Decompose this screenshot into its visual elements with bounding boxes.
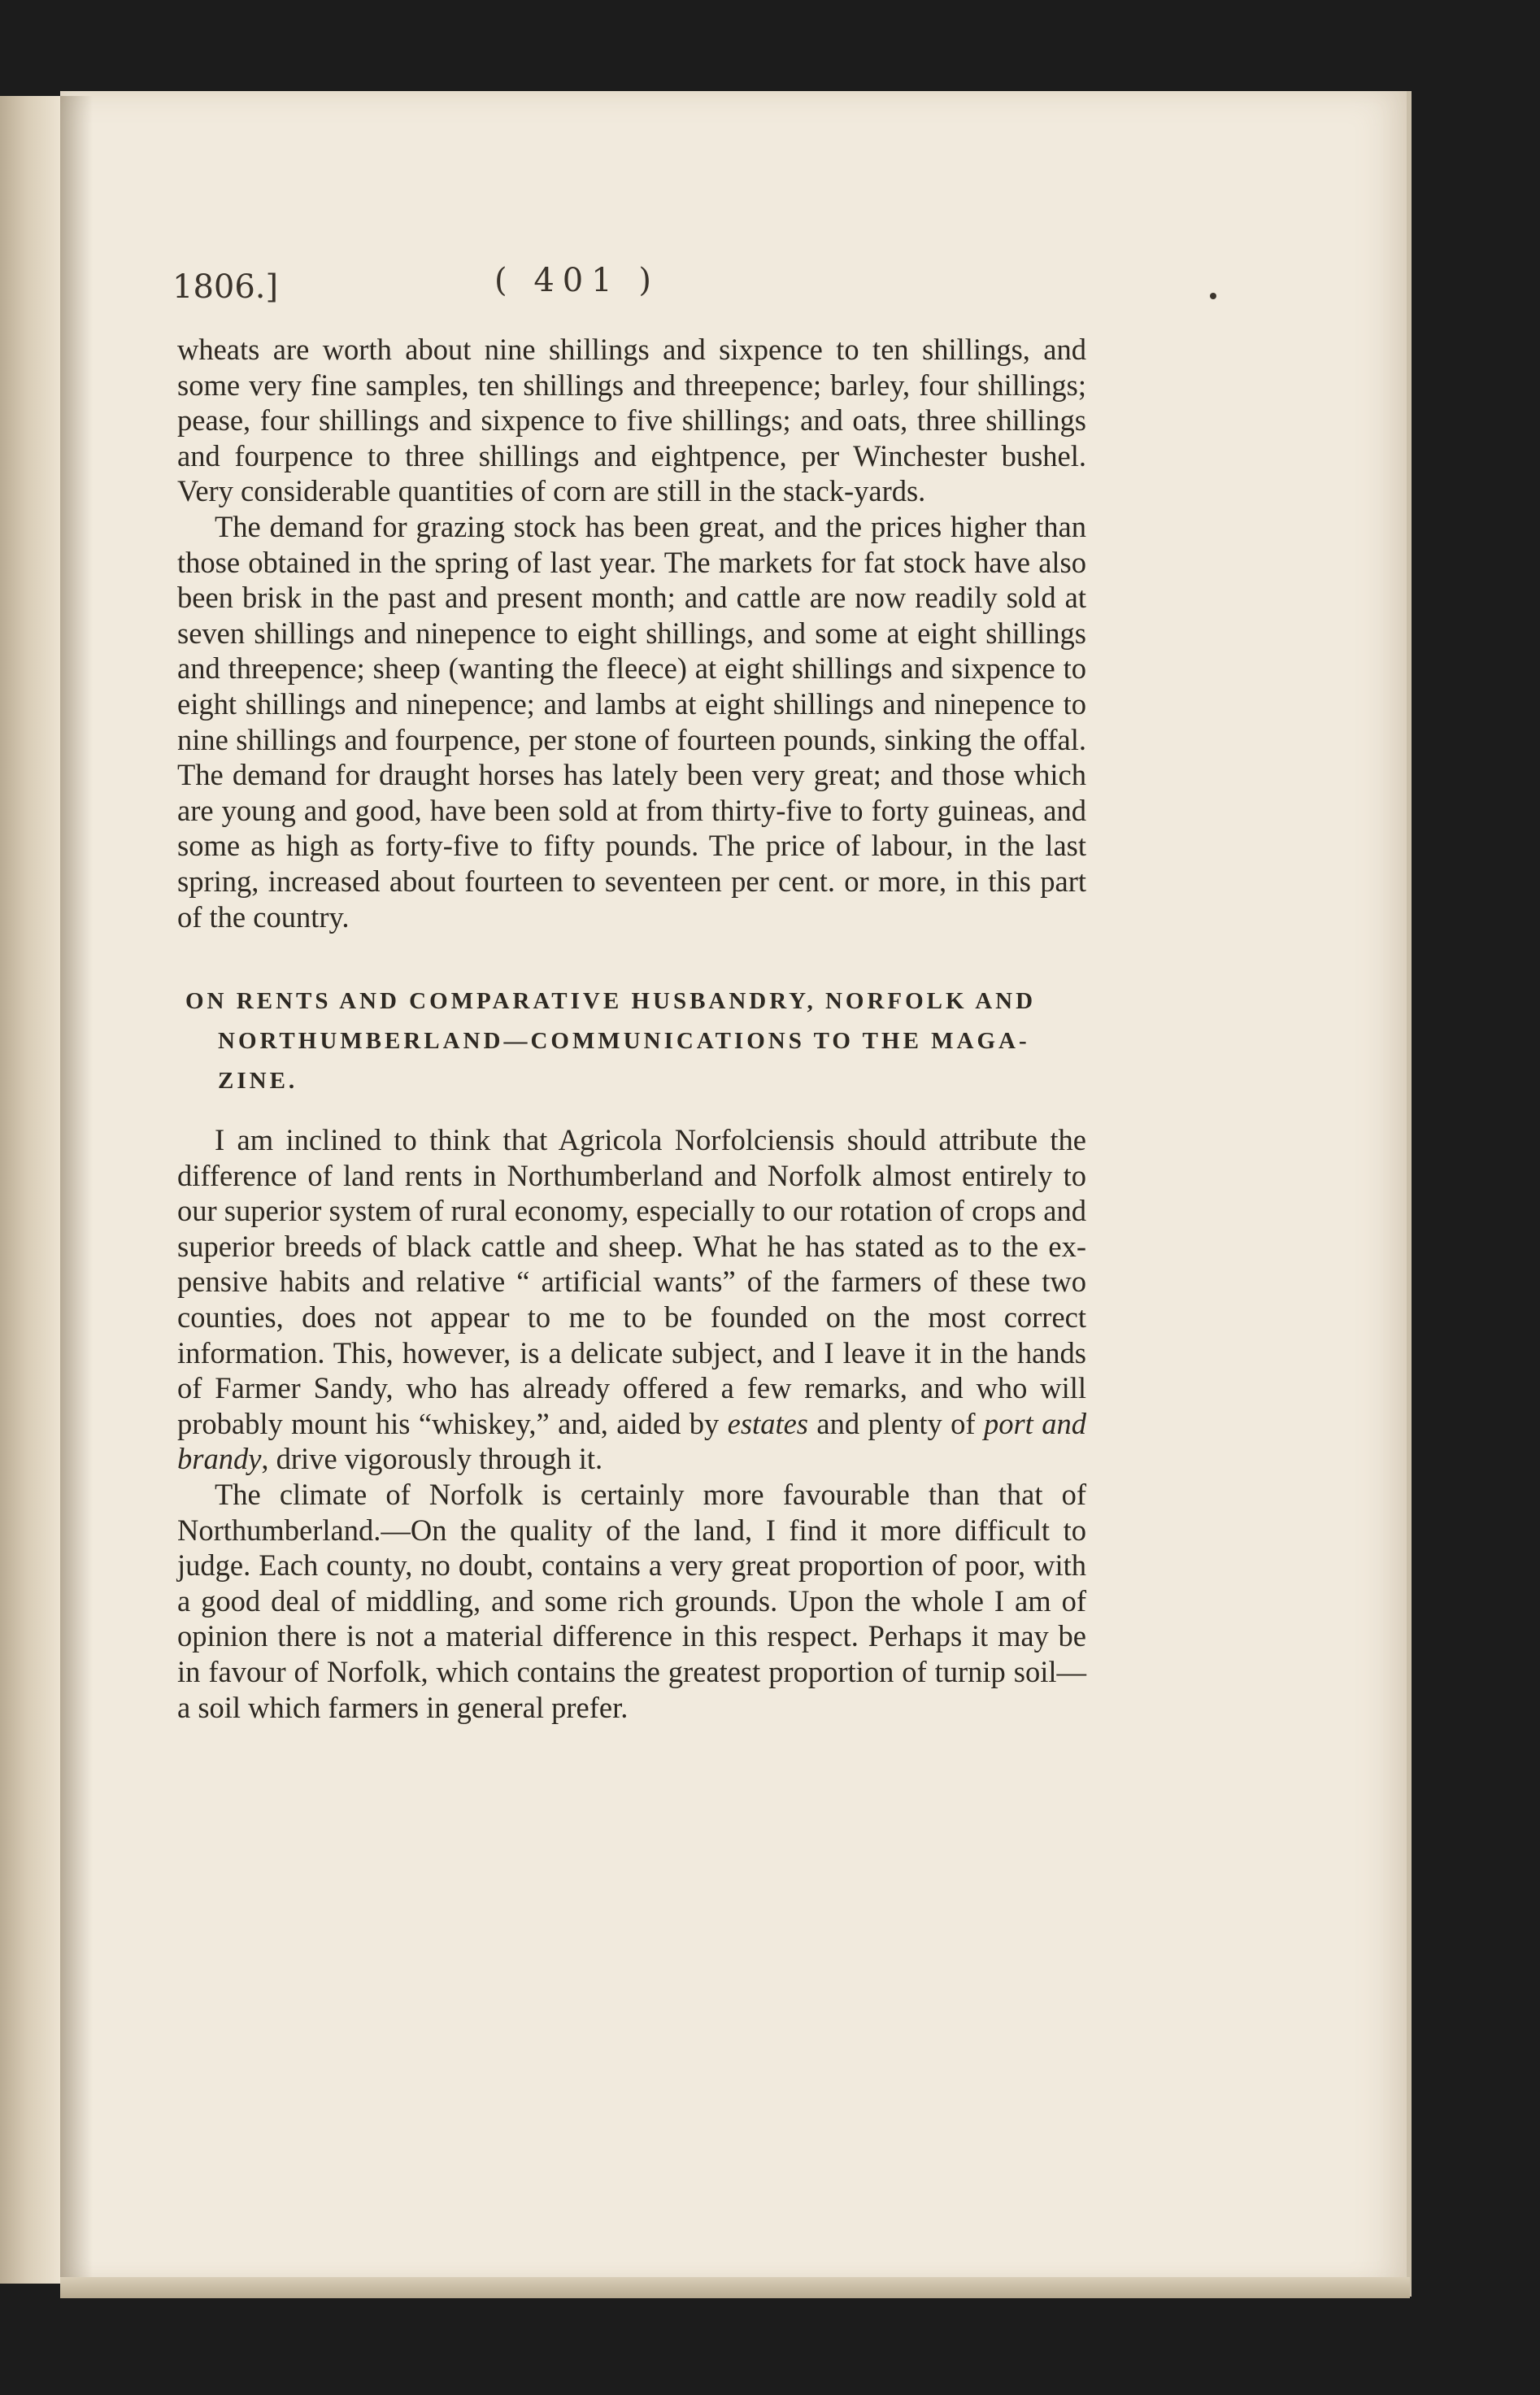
paragraph-land-rents-text-3: , drive vigorously through it. (261, 1442, 603, 1476)
gutter-shadow (60, 96, 93, 2284)
section-heading-line-2: NORTHUMBERLAND—COMMUNICATIONS TO THE MAGA- (218, 1028, 1030, 1055)
running-head-year: 1806.] (172, 268, 279, 306)
paragraph-grain-prices: wheats are worth about nine shillings and sixpence to ten shillings, and some very fine samples, ten shillings and threepence; barley, four shillings; pease, four shillings and sixpence to five shillings; and oats, three shillings and fourpence to three shillings and eightpence, per Winchester bushel. Very considerable quantities of corn are still in the stack-yards. (177, 333, 1086, 508)
italic-port-and-brandy: port and brandy (177, 1406, 1086, 1476)
paragraph-land-rents-text-2: and plenty of (808, 1406, 984, 1440)
paragraph-land-rents-text-1: I am inclined to think that Agricola Norfolciensis should attribute the difference of land rents in Northumberland and Norfolk almost entirely to our superior system of rural economy, especially to our rotation of crops and superior breeds of black cattle and sheep. What he has stated as to the expensive habits and relative “ artificial wants” of the farmers of these two counties, does not appear to me to be founded on the most correct information. This, however, is a delicate subject, and I leave it in the hands of Farmer Sandy, who has already offered a few remarks, and who will probably mount his “whiskey,” and, aided by (177, 1123, 1086, 1440)
page-bottom-edge (60, 2277, 1410, 2298)
left-page-edge (0, 96, 63, 2284)
body-text (177, 332, 1086, 1725)
section-heading-line-1: ON RENTS AND COMPARATIVE HUSBANDRY, NORFOLK AND (185, 988, 1037, 1015)
running-head (172, 262, 676, 311)
page-number: ( 401 ) (494, 262, 659, 299)
paragraph-climate: The climate of Norfolk is certainly more favourable than that of Northumberland.—On the quality of the land, I find it more difficult to judge. Each county, no doubt, contains a very great proportion of poor, with a good deal of middling, and some rich grounds. Upon the whole I am of opinion there is not a material difference in this respect. Perhaps it may be in favour of Norfolk, which contains the greatest proportion of turnip soil—a soil which farmers in general prefer. (177, 1478, 1086, 1724)
paragraph-land-rents (177, 1122, 1086, 1477)
ink-speck (1210, 293, 1216, 299)
section-heading (185, 982, 1086, 1101)
paragraph-livestock-prices: The demand for grazing stock has been great, and the prices higher than those obtained in the spring of last year. The markets for fat stock have also been brisk in the past and present month; and cattle are now readily sold at seven shillings and ninepence to eight shillings, and some at eight shillings and threepence; sheep (wanting the fleece) at eight shillings and sixpence to eight shillings and ninepence; and lambs at eight shillings and ninepence to nine shillings and fourpence, per stone of fourteen pounds, sinking the offal. The demand for draught horses has lately been very great; and those which are young and good, have been sold at from thirty-five to forty guineas, and some as high as forty-five to fifty pounds. The price of labour, in the last spring, increased about fourteen to seventeen per cent. or more, in this part of the country. (177, 509, 1086, 934)
italic-estates: estates (727, 1406, 808, 1440)
section-heading-line-3: ZINE. (218, 1068, 298, 1095)
